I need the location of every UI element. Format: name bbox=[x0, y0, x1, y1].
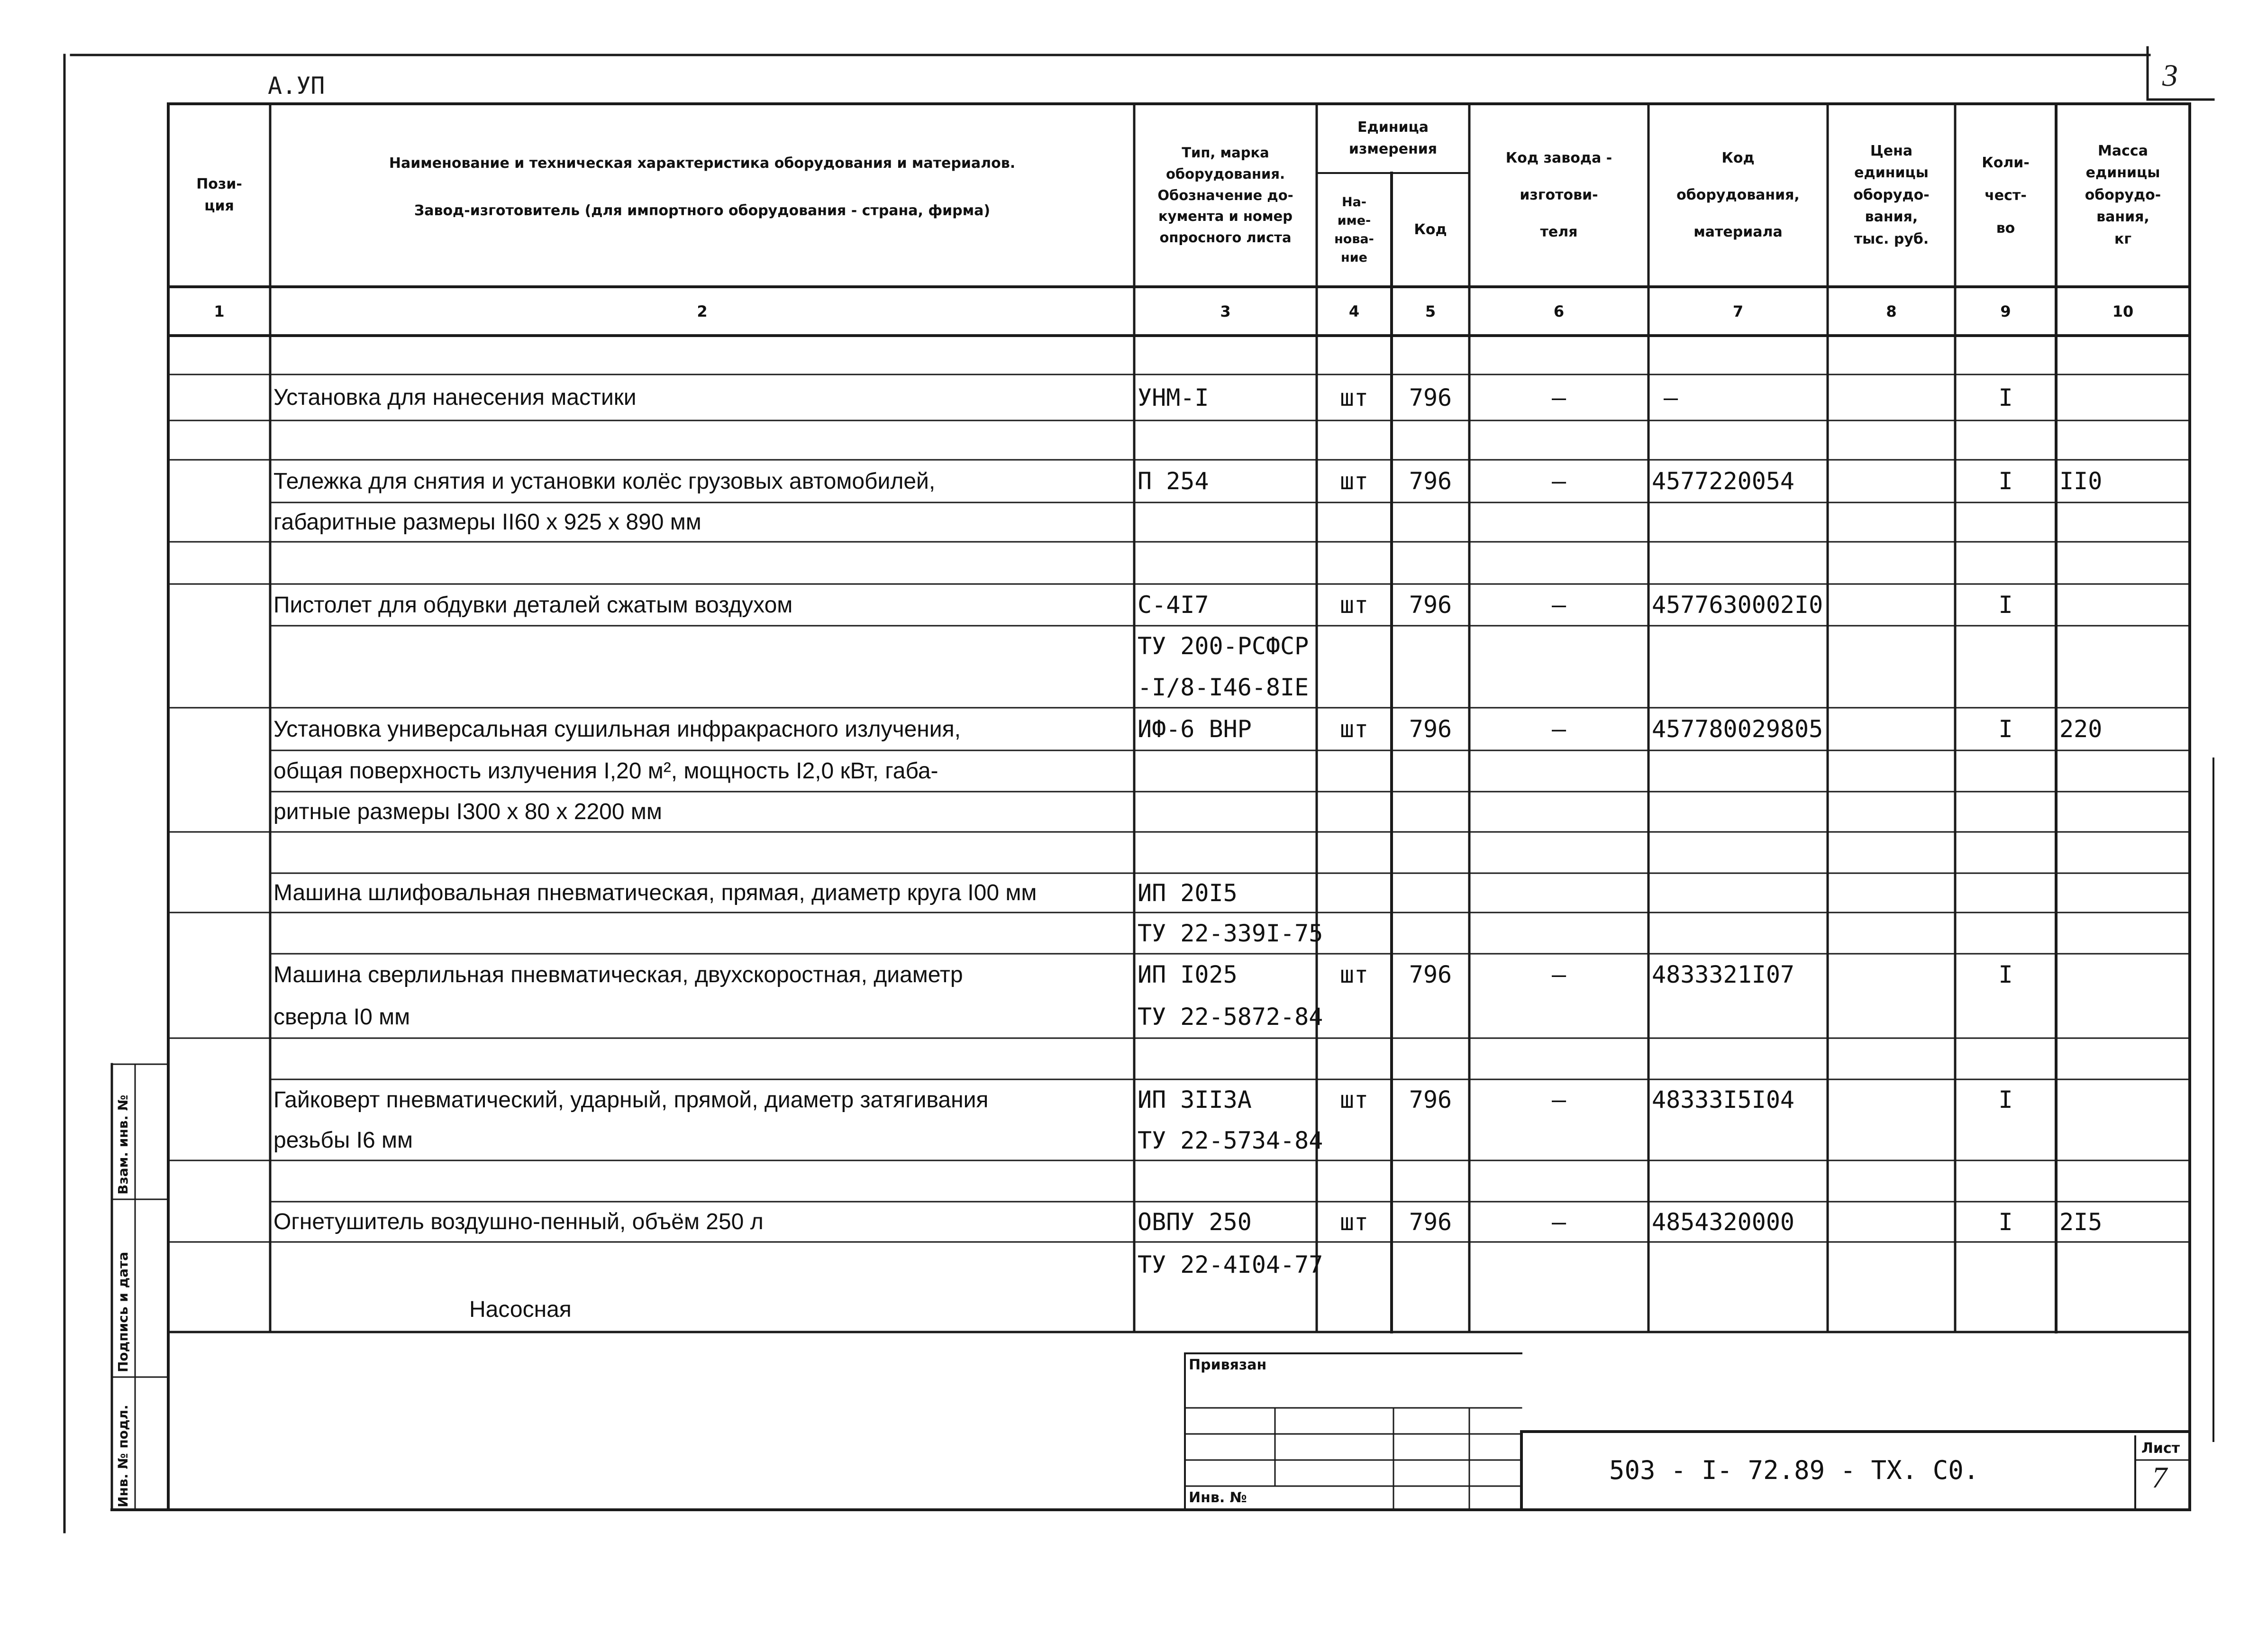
item-type: ИП 20I5 bbox=[1138, 879, 1238, 907]
header-unit-group: Единица измерения bbox=[1348, 119, 1438, 157]
item-type: ИП I025 bbox=[1138, 961, 1238, 988]
item-code: – bbox=[1664, 383, 1678, 411]
item-plant-code bbox=[1469, 1242, 1648, 1287]
item-unit-code bbox=[1392, 792, 1469, 832]
item-unit: шт bbox=[1339, 961, 1369, 988]
item-plant-code: – bbox=[1551, 715, 1566, 743]
item-name: общая поверхность излучения I,20 м², мощность I2,0 кВт, габа- bbox=[273, 758, 938, 784]
item-type: ТУ 22-4I04-77 bbox=[1138, 1250, 1323, 1278]
item-name: ритные размеры I300 х 80 х 2200 мм bbox=[273, 799, 662, 824]
item-plant-code bbox=[1469, 626, 1648, 666]
item-name: Машина шлифовальная пневматическая, прямая, диаметр круга I00 мм bbox=[273, 880, 1037, 905]
item-unit-code bbox=[1392, 913, 1469, 954]
column-number: 9 bbox=[2000, 302, 2011, 320]
item-name: габаритные размеры II60 х 925 х 890 мм bbox=[273, 510, 701, 535]
item-name: резьбы I6 мм bbox=[273, 1128, 413, 1153]
item-code: 4577220054 bbox=[1652, 467, 1795, 495]
item-unit bbox=[1317, 502, 1392, 542]
item-unit-code bbox=[1392, 1242, 1469, 1287]
item-quantity: I bbox=[1998, 383, 2013, 411]
item-quantity: I bbox=[1998, 715, 2013, 743]
corner-number: 3 bbox=[2162, 58, 2178, 93]
header-name-line2: Завод-изготовитель (для импортного оборудования - страна, фирма) bbox=[414, 202, 991, 219]
item-name: сверла I0 мм bbox=[273, 1004, 410, 1030]
item-unit bbox=[1317, 873, 1392, 913]
column-number: 10 bbox=[2112, 302, 2134, 320]
item-plant-code: – bbox=[1551, 383, 1566, 411]
side-stamp-original-inventory: Инв. № подл. bbox=[115, 1405, 131, 1507]
item-quantity: I bbox=[1998, 961, 2013, 988]
item-unit bbox=[1317, 792, 1392, 832]
item-plant-code: – bbox=[1551, 961, 1566, 988]
item-quantity bbox=[1955, 873, 2056, 913]
item-unit: шт bbox=[1339, 1086, 1369, 1114]
item-type: С-4I7 bbox=[1138, 591, 1209, 619]
document-code: 503 - I- 72.89 - ТХ. С0. bbox=[1609, 1455, 1979, 1485]
item-unit: шт bbox=[1339, 467, 1369, 495]
header-unit-code: Код bbox=[1414, 221, 1447, 238]
item-quantity bbox=[1955, 666, 2056, 708]
item-plant-code bbox=[1469, 666, 1648, 708]
privyazan-label: Привязан bbox=[1189, 1357, 1267, 1373]
item-quantity bbox=[1955, 750, 2056, 792]
sheet-label: Лист bbox=[2141, 1440, 2180, 1457]
item-unit bbox=[1317, 1242, 1392, 1287]
item-unit: шт bbox=[1339, 591, 1369, 619]
header-position: Пози- ция bbox=[196, 175, 242, 214]
header-quantity: Коли- чест- во bbox=[1982, 154, 2030, 237]
item-unit-code bbox=[1392, 995, 1469, 1038]
item-unit-code: 796 bbox=[1409, 715, 1452, 743]
item-unit bbox=[1317, 913, 1392, 954]
item-plant-code: – bbox=[1551, 591, 1566, 619]
header-price: Цена единицы оборудо- вания, тыс. руб. bbox=[1853, 142, 1930, 247]
item-type: УНМ-I bbox=[1138, 383, 1209, 411]
item-plant-code bbox=[1469, 1120, 1648, 1160]
item-code: 4833321I07 bbox=[1652, 961, 1795, 988]
item-quantity: I bbox=[1998, 1208, 2013, 1236]
item-name: Машина сверлильная пневматическая, двухскоростная, диаметр bbox=[273, 962, 963, 987]
column-number: 2 bbox=[697, 302, 708, 320]
item-quantity bbox=[1955, 626, 2056, 666]
header-name-line1: Наименование и техническая характеристика оборудования и материалов. bbox=[389, 155, 1016, 172]
item-unit-code: 796 bbox=[1409, 467, 1452, 495]
item-unit-code bbox=[1392, 666, 1469, 708]
item-plant-code bbox=[1469, 995, 1648, 1038]
item-unit bbox=[1317, 750, 1392, 792]
item-plant-code bbox=[1469, 873, 1648, 913]
item-mass: 220 bbox=[2059, 715, 2103, 743]
item-unit: шт bbox=[1339, 1208, 1369, 1236]
column-number: 3 bbox=[1220, 302, 1231, 320]
item-type: ИФ-6 ВНР bbox=[1138, 715, 1252, 743]
item-unit bbox=[1317, 626, 1392, 666]
item-unit-code: 796 bbox=[1409, 591, 1452, 619]
item-plant-code: – bbox=[1551, 467, 1566, 495]
item-unit-code: 796 bbox=[1409, 1208, 1452, 1236]
header-type: Тип, марка оборудования. Обозначение до- кумента и номер опросного листа bbox=[1157, 144, 1293, 246]
item-type: ТУ 22-5872-84 bbox=[1138, 1003, 1323, 1031]
header-mass: Масса единицы оборудо- вания, кг bbox=[2085, 142, 2161, 247]
item-code: 4577630002I0 bbox=[1652, 591, 1823, 619]
item-plant-code bbox=[1469, 502, 1648, 542]
item-mass: 2I5 bbox=[2059, 1208, 2103, 1236]
side-stamp-signature-date: Подпись и дата bbox=[115, 1251, 131, 1372]
header-unit-name: На- име- нова- ние bbox=[1334, 194, 1374, 265]
item-unit bbox=[1317, 666, 1392, 708]
item-type: ИП 3II3А bbox=[1138, 1086, 1252, 1114]
item-name: Установка для нанесения мастики bbox=[273, 385, 637, 410]
header-equipment-code: Код оборудования, материала bbox=[1676, 150, 1800, 240]
item-unit bbox=[1317, 995, 1392, 1038]
item-unit-code: 796 bbox=[1409, 383, 1452, 411]
item-quantity: I bbox=[1998, 591, 2013, 619]
item-quantity bbox=[1955, 913, 2056, 954]
item-code: 48333I5I04 bbox=[1652, 1086, 1795, 1114]
item-plant-code: – bbox=[1551, 1208, 1566, 1236]
column-number: 7 bbox=[1732, 302, 1744, 320]
item-type: ОВПУ 250 bbox=[1138, 1208, 1252, 1236]
item-quantity bbox=[1955, 1120, 2056, 1160]
item-quantity: I bbox=[1998, 1086, 2013, 1114]
item-unit-code: 796 bbox=[1409, 1086, 1452, 1114]
item-type: ТУ 22-339I-75 bbox=[1138, 919, 1323, 947]
item-name: Установка универсальная сушильная инфракрасного излучения, bbox=[273, 716, 961, 742]
item-unit-code bbox=[1392, 873, 1469, 913]
sheet-number: 7 bbox=[2152, 1460, 2167, 1494]
item-unit: шт bbox=[1339, 383, 1369, 411]
column-number: 4 bbox=[1348, 302, 1360, 320]
inventory-number-label: Инв. № bbox=[1189, 1489, 1247, 1506]
item-name: Тележка для снятия и установки колёс грузовых автомобилей, bbox=[273, 468, 936, 494]
column-number: 1 bbox=[214, 302, 225, 320]
item-plant-code bbox=[1469, 792, 1648, 832]
item-name: Пистолет для обдувки деталей сжатым воздухом bbox=[273, 592, 793, 618]
side-stamp-replaced-inventory: Взам. инв. № bbox=[115, 1095, 131, 1195]
item-quantity bbox=[1955, 1242, 2056, 1287]
item-type: ТУ 22-5734-84 bbox=[1138, 1126, 1323, 1154]
item-unit-code bbox=[1392, 502, 1469, 542]
header-plant-code: Код завода - изготови- теля bbox=[1505, 150, 1612, 240]
item-unit: шт bbox=[1339, 715, 1369, 743]
column-number: 8 bbox=[1886, 302, 1897, 320]
item-unit-code: 796 bbox=[1409, 961, 1452, 988]
item-type: -I/8-I46-8IЕ bbox=[1138, 673, 1309, 701]
column-number: 5 bbox=[1425, 302, 1436, 320]
item-name: Гайковерт пневматический, ударный, прямой, диаметр затягивания bbox=[273, 1087, 989, 1113]
item-plant-code bbox=[1469, 750, 1648, 792]
item-name: Огнетушитель воздушно-пенный, объём 250 л bbox=[273, 1209, 764, 1234]
item-plant-code bbox=[1469, 913, 1648, 954]
item-unit bbox=[1317, 1120, 1392, 1160]
item-quantity: I bbox=[1998, 467, 2013, 495]
item-code: 457780029805 bbox=[1652, 715, 1823, 743]
column-number: 6 bbox=[1553, 302, 1565, 320]
item-unit-code bbox=[1392, 750, 1469, 792]
item-type: П 254 bbox=[1138, 467, 1209, 495]
item-quantity bbox=[1955, 502, 2056, 542]
section-heading: Насосная bbox=[469, 1297, 572, 1322]
item-plant-code: – bbox=[1551, 1086, 1566, 1114]
item-unit-code bbox=[1392, 1120, 1469, 1160]
item-unit-code bbox=[1392, 626, 1469, 666]
item-quantity bbox=[1955, 995, 2056, 1038]
item-code: 4854320000 bbox=[1652, 1208, 1795, 1236]
sheet-code-label: А.УП bbox=[268, 72, 325, 100]
item-type: ТУ 200-РСФСР bbox=[1138, 632, 1309, 660]
item-quantity bbox=[1955, 792, 2056, 832]
item-mass: II0 bbox=[2059, 467, 2103, 495]
